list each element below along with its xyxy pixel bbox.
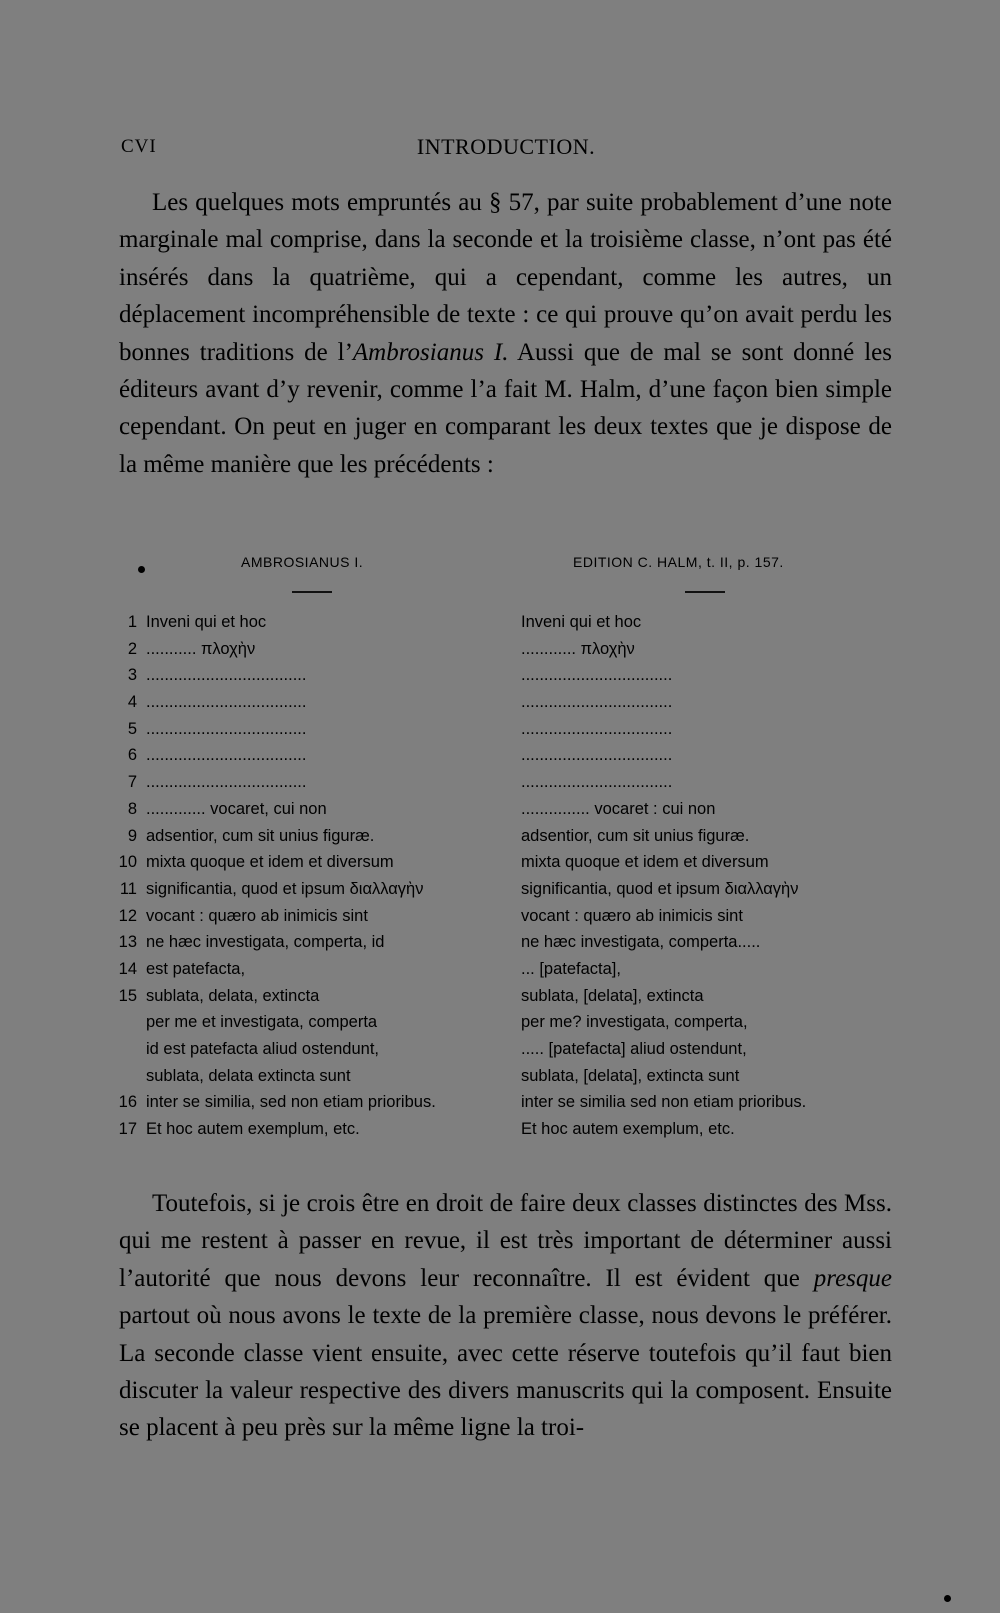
line-number: 8: [127, 799, 137, 818]
line-number: 15: [118, 986, 137, 1005]
ambrosianus-line: ...................................: [146, 746, 307, 765]
ambrosianus-line: sublata, delata, extincta: [146, 986, 320, 1005]
ambrosianus-line: ...................................: [146, 719, 307, 738]
halm-edition-line: .................................: [521, 773, 673, 792]
ambrosianus-line: ...................................: [146, 773, 307, 792]
paragraph-2: [119, 1185, 892, 1447]
printer-mark-corner: [944, 1595, 951, 1602]
ambrosianus-line: est patefacta,: [146, 959, 246, 978]
table-row: [115, 987, 895, 1014]
halm-edition-line: vocant : quæro ab inimicis sint: [521, 906, 743, 925]
paragraph-1-text-b: Aussi que de mal se sont donné les éditeurs avant d’y revenir, comme l’a fait M. Halm, d’une façon bien simple cependant. On peut en juger en comparant les deux textes que je dispose de la même manière que les précédents :: [119, 338, 892, 478]
ambrosianus-line: sublata, delata extincta sunt: [146, 1066, 351, 1085]
column-heading-right: EDITION C. HALM, t. II, p. 157.: [573, 554, 784, 570]
line-number: 4: [127, 693, 137, 712]
table-row: [115, 880, 895, 907]
paragraph-1-text-a: Les quelques mots empruntés au § 57, par suite probablement d’une note marginale mal comprise, dans la seconde et la troisième classe, n’ont pas été insérés dans la quatrième, qui a cependant, comme les autres, un déplacement incompréhensible de texte : ce qui prouve qu’on avait perdu les bonnes traditions de l’: [119, 189, 892, 366]
line-number: 1: [127, 613, 137, 631]
halm-edition-line: sublata, [delata], extincta sunt: [521, 1066, 740, 1085]
column-rule-left: [292, 591, 332, 593]
halm-edition-line: ............... vocaret : cui non: [521, 799, 716, 818]
line-number: 10: [118, 853, 137, 872]
paragraph-1-italic: Ambrosianus I.: [352, 338, 509, 366]
line-number: 17: [118, 1120, 137, 1139]
table-row: [115, 1040, 895, 1067]
ambrosianus-line: ...................................: [146, 693, 307, 712]
ambrosianus-line: inter se similia, sed non etiam prioribus.: [146, 1093, 436, 1112]
ambrosianus-line: significantia, quod et ipsum διαλλαγὴν: [146, 879, 424, 898]
halm-edition-line: ne hæc investigata, comperta.....: [521, 933, 761, 952]
ambrosianus-line: Et hoc autem exemplum, etc.: [146, 1120, 360, 1139]
comparison-table: [115, 613, 895, 1147]
halm-edition-line: Et hoc autem exemplum, etc.: [521, 1120, 735, 1139]
line-number: 16: [118, 1093, 137, 1112]
halm-edition-line: .................................: [521, 693, 673, 712]
column-heading-left: AMBROSIANUS I.: [241, 554, 364, 570]
halm-edition-line: Inveni qui et hoc: [521, 613, 642, 631]
halm-edition-line: per me? investigata, comperta,: [521, 1013, 748, 1032]
ambrosianus-line: Inveni qui et hoc: [146, 613, 267, 631]
printer-mark: [138, 566, 145, 573]
halm-edition-line: mixta quoque et idem et diversum: [521, 853, 769, 872]
table-row: [115, 720, 895, 747]
halm-edition-line: inter se similia sed non etiam prioribus.: [521, 1093, 807, 1112]
line-number: 2: [127, 639, 137, 658]
ambrosianus-line: id est patefacta aliud ostendunt,: [146, 1040, 379, 1058]
paragraph-2-text-a: Toutefois, si je crois être en droit de faire deux classes distinctes des Mss. qui me restent à passer en revue, il est très important de déterminer aussi l’autorité que nous devons leur reconnaître. Il est évident que: [119, 1190, 892, 1292]
line-number: 13: [118, 933, 137, 952]
table-row: [115, 933, 895, 960]
halm-edition-line: adsentior, cum sit unius figuræ.: [521, 826, 750, 845]
paragraph-2-italic: presque: [813, 1264, 892, 1292]
page-folio: CVI: [121, 136, 157, 157]
table-row: [115, 853, 895, 880]
halm-edition-line: .................................: [521, 666, 673, 685]
paragraph-1: [119, 184, 892, 483]
ambrosianus-line: adsentior, cum sit unius figuræ.: [146, 826, 375, 845]
line-number: 5: [127, 719, 137, 738]
ambrosianus-line: ........... πλοχὴν: [146, 639, 256, 658]
halm-edition-line: .................................: [521, 719, 673, 738]
table-row: [115, 960, 895, 987]
halm-edition-line: significantia, quod et ipsum διαλλαγὴν: [521, 879, 799, 898]
table-row: [115, 827, 895, 854]
table-row: [115, 1120, 895, 1147]
table-row: [115, 1013, 895, 1040]
line-number: 14: [118, 959, 137, 978]
halm-edition-line: sublata, [delata], extincta: [521, 986, 704, 1005]
table-row: [115, 1067, 895, 1094]
table-row: [115, 613, 895, 640]
line-number: 3: [127, 666, 137, 685]
line-number: 6: [127, 746, 137, 765]
halm-edition-line: ............ πλοχὴν: [521, 639, 635, 658]
line-number: 11: [119, 879, 137, 898]
ambrosianus-line: ne hæc investigata, comperta, id: [146, 933, 385, 952]
paragraph-2-text-b: partout où nous avons le texte de la première classe, nous devons le préférer. La seconde classe vient ensuite, avec cette réserve toutefois qu’il faut bien discuter la valeur respective des divers manuscrits qui la composent. Ensuite se placent à peu près sur la même ligne la troi-: [119, 1302, 892, 1442]
table-row: [115, 640, 895, 667]
table-row: [115, 746, 895, 773]
ambrosianus-line: ...................................: [146, 666, 307, 685]
table-row: [115, 1093, 895, 1120]
running-head-title: INTRODUCTION.: [416, 134, 596, 159]
halm-edition-line: ... [patefacta],: [521, 959, 621, 978]
table-row: [115, 800, 895, 827]
column-rule-right: [685, 591, 725, 593]
ambrosianus-line: ............. vocaret, cui non: [146, 799, 327, 818]
table-row: [115, 907, 895, 934]
running-head: [121, 136, 891, 166]
table-row: [115, 666, 895, 693]
halm-edition-line: ..... [patefacta] aliud ostendunt,: [521, 1040, 747, 1058]
line-number: 7: [127, 773, 137, 792]
ambrosianus-line: mixta quoque et idem et diversum: [146, 853, 394, 872]
line-number: 9: [127, 826, 137, 845]
ambrosianus-line: vocant : quæro ab inimicis sint: [146, 906, 368, 925]
table-row: [115, 693, 895, 720]
line-number: 12: [118, 906, 137, 925]
ambrosianus-line: per me et investigata, comperta: [146, 1013, 378, 1032]
halm-edition-line: .................................: [521, 746, 673, 765]
table-row: [115, 773, 895, 800]
